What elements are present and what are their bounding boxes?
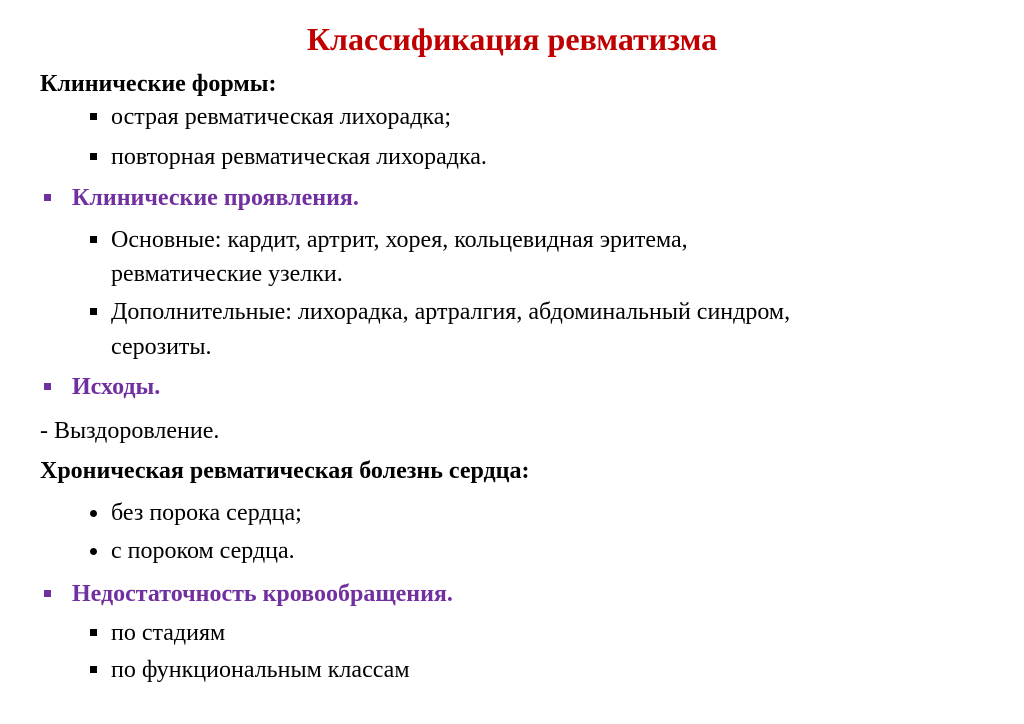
clinical-form-item: острая ревматическая лихорадка;: [111, 104, 452, 130]
square-bullet-icon: [90, 153, 97, 160]
round-bullet-icon: [90, 510, 97, 517]
main-manifestations-line-1: Основные: кардит, артрит, хорея, кольцевидная эритема,: [111, 227, 688, 253]
recovery-text: - Выздоровление.: [40, 418, 220, 444]
square-bullet-icon: [90, 666, 97, 673]
purple-square-bullet-icon: [44, 383, 51, 390]
clinical-forms-heading: Клинические формы:: [40, 71, 277, 97]
chronic-item: с пороком сердца.: [111, 538, 295, 564]
outcomes-heading: Исходы.: [72, 374, 161, 400]
purple-square-bullet-icon: [44, 194, 51, 201]
chronic-item: без порока сердца;: [111, 500, 302, 526]
main-manifestations-line-2: ревматические узелки.: [111, 261, 343, 287]
round-bullet-icon: [90, 548, 97, 555]
clinical-form-item: повторная ревматическая лихорадка.: [111, 144, 487, 170]
square-bullet-icon: [90, 629, 97, 636]
square-bullet-icon: [90, 113, 97, 120]
circulation-item: по стадиям: [111, 620, 226, 646]
manifestations-heading: Клинические проявления.: [72, 185, 359, 211]
square-bullet-icon: [90, 236, 97, 243]
slide-title: Классификация ревматизма: [306, 21, 718, 57]
purple-square-bullet-icon: [44, 590, 51, 597]
extra-manifestations-line-2: серозиты.: [111, 334, 212, 360]
circulation-item: по функциональным классам: [111, 657, 410, 683]
square-bullet-icon: [90, 308, 97, 315]
extra-manifestations-line-1: Дополнительные: лихорадка, артралгия, абдоминальный синдром,: [111, 299, 791, 325]
chronic-heading: Хроническая ревматическая болезнь сердца:: [40, 458, 530, 484]
circulation-heading: Недостаточность кровообращения.: [72, 581, 453, 607]
